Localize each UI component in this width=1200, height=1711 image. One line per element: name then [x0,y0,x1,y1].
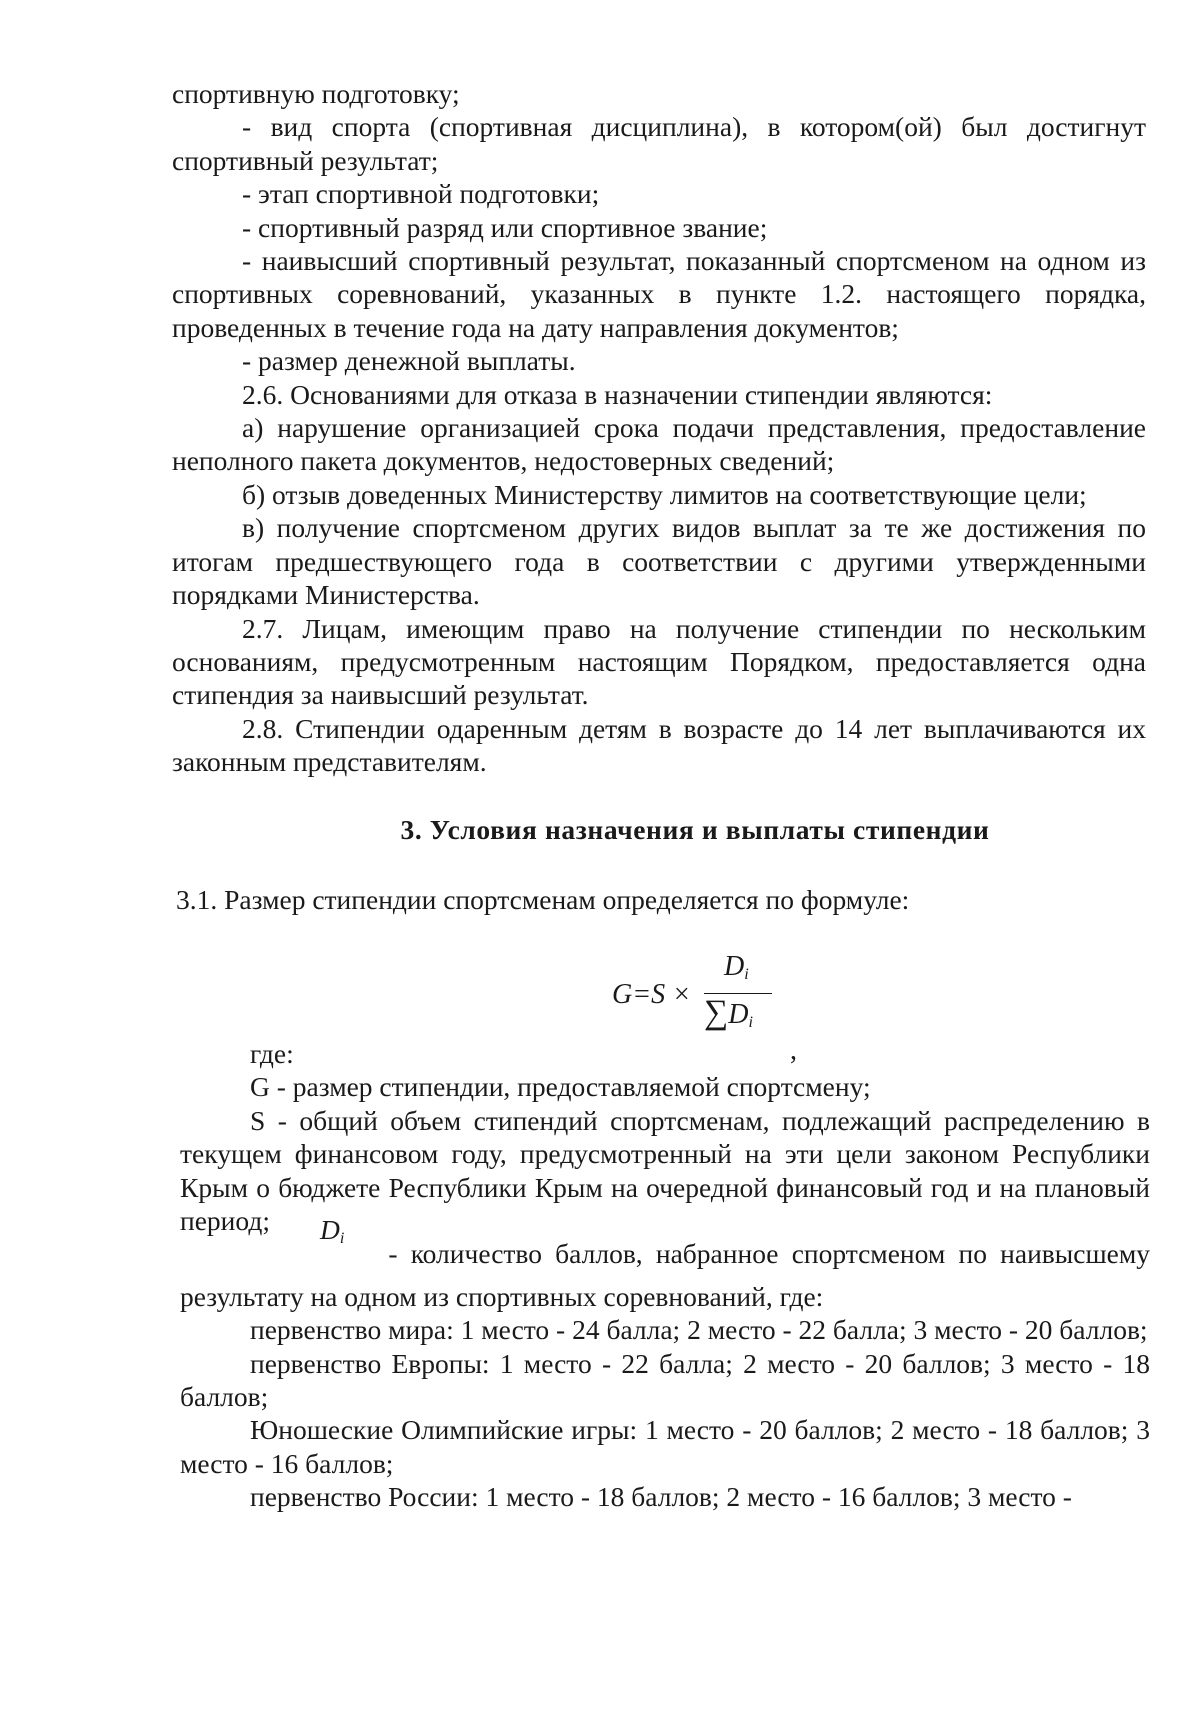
clause-2-8: 2.8. Стипендии одаренным детям в возрасте до 14 лет выплачиваются их законным представителям. [172,712,1146,778]
where-label: где: [250,1038,294,1069]
paragraph: - спортивный разряд или спортивное звание; [242,211,768,243]
paragraph: - размер денежной выплаты. [242,345,576,377]
points-world: первенство мира: 1 место - 24 балла; 2 место - 22 балла; 3 место - 20 баллов; [250,1314,1148,1346]
paragraph: спортивную подготовку; [172,78,460,109]
points-russia: первенство России: 1 место - 18 баллов; 2 место - 16 баллов; 3 место - [250,1481,1072,1513]
bottom-text-block [180,1037,1150,1514]
di-symbol: $D_i$ [320,1214,345,1248]
formula-comma: , [790,1035,797,1066]
formula-denominator: $\sum D_i$ [704,994,753,1031]
s-definition: S - общий объем стипендий спортсменам, подлежащий распределению в текущем финансовом году, предусмотренный на эти цели законом Республики Крым о бюджете Республики Крым на очередной финансовый год и на плановый период; [180,1104,1150,1237]
di-definition: $D_i$ - количество баллов, набранное спортсменом по наивысшему результату на одном из спортивных соревнований, где: [180,1214,1150,1312]
clause-2-7: 2.7. Лицам, имеющим право на получение стипендии по нескольким основаниям, предусмотренным настоящим Порядком, предоставляется одна стипендия за наивысший результат. [172,612,1146,711]
paragraph: - этап спортивной подготовки; [242,178,600,210]
clause-3-1: 3.1. Размер стипендии спортсменам определяется по формуле: [176,884,910,915]
points-europe: первенство Европы: 1 место - 22 балла; 2 место - 20 баллов; 3 место - 18 баллов; [180,1347,1150,1413]
clause-2-6-b: б) отзыв доведенных Министерству лимитов на соответствующие цели; [242,478,1087,510]
paragraph: - наивысший спортивный результат, показанный спортсменом на одном из спортивных соревнований, указанных в пункте 1.2. настоящего порядка, проведенных в течение года на дату направления документов; [172,245,1146,343]
g-definition: G - размер стипендии, предоставляемой спортсмену; [250,1071,871,1103]
scholarship-formula [612,950,812,1066]
sigma-symbol: ∑ [704,994,729,1031]
clause-2-6-v: в) получение спортсменом других видов выплат за те же достижения по итогам предшествующего года в соответствии с другими утвержденными порядками Министерства. [172,512,1146,611]
points-youth-olympics: Юношеские Олимпийские игры: 1 место - 20 баллов; 2 место - 18 баллов; 3 место - 16 баллов; [180,1414,1150,1479]
formula-numerator: $D_i$ [724,951,749,983]
formula-lhs: G=S × [612,979,692,1010]
clause-2-6-a: а) нарушение организацией срока подачи представления, предоставление неполного пакета документов, недостоверных сведений; [172,412,1146,477]
section-heading: 3. Условия назначения и выплаты стипендии [400,814,990,845]
clause-2-6: 2.6. Основаниями для отказа в назначении стипендии являются: [242,378,993,410]
top-text-block [172,77,1146,779]
paragraph: - вид спорта (спортивная дисциплина), в котором(ой) был достигнут спортивный результат; [172,111,1146,176]
